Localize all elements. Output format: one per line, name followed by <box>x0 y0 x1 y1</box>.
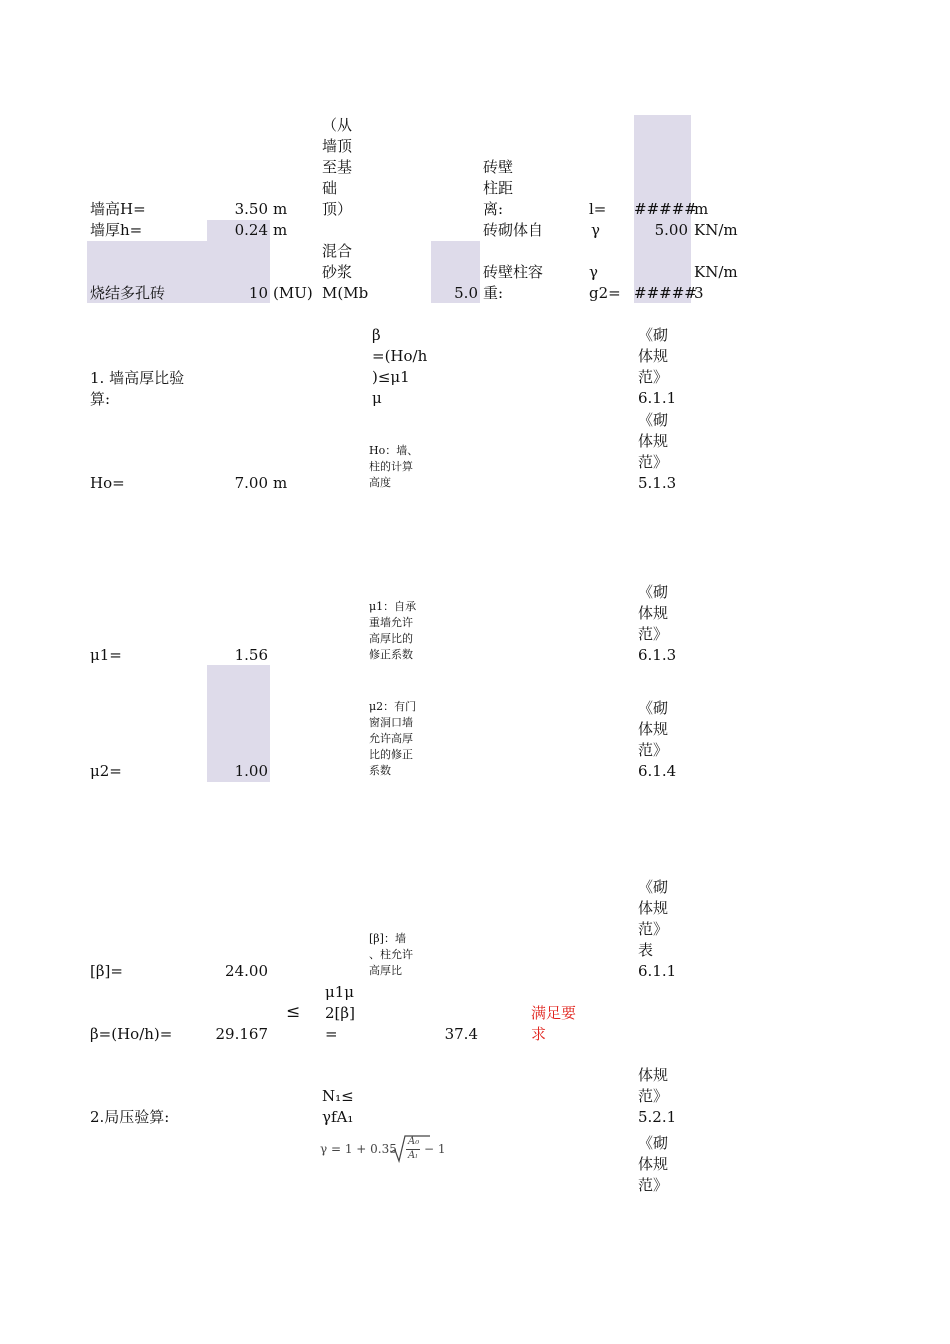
pilaster-spacing-unit: m <box>694 200 709 218</box>
beta-allow-ref: 《砌 体规 范》 表 6.1.1 <box>638 878 677 980</box>
brick-unit: (MU) <box>273 284 313 302</box>
brick-value[interactable]: 10 <box>248 284 268 302</box>
ho-unit: m <box>273 474 288 492</box>
section1-title: 1. 墙高厚比验 算: <box>90 369 185 408</box>
wall-thickness-value[interactable]: 0.24 <box>234 221 268 239</box>
beta-allow-value[interactable]: 24.00 <box>225 962 268 980</box>
ho-ref: 《砌 体规 范》 5.1.3 <box>638 411 677 492</box>
pilaster-weight-unit: KN/m 3 <box>694 263 738 302</box>
ho-label: Ho= <box>90 474 125 492</box>
section2-ref1: 体规 范》 5.2.1 <box>638 1066 677 1126</box>
pilaster-weight-label: 砖壁柱容 重: <box>483 263 544 302</box>
masonry-weight-unit: KN/m <box>694 221 738 239</box>
pilaster-spacing-value[interactable]: ##### <box>634 200 697 218</box>
wall-height-note: （从 墙顶 至基 础 顶） <box>322 116 353 218</box>
gamma-formula-num: A₀ <box>408 1136 420 1147</box>
wall-thickness-label: 墙厚h= <box>90 221 143 239</box>
mu1-label: μ1= <box>90 646 122 664</box>
masonry-weight-label: 砖砌体自 <box>483 221 544 239</box>
gamma-formula <box>320 1134 452 1168</box>
mu2-label: μ2= <box>90 762 122 780</box>
section2-formula: N₁≤ γfA₁ <box>322 1087 354 1126</box>
mu2-value[interactable]: 1.00 <box>234 762 268 780</box>
mu2-note: μ2：有门 窗洞口墙 允许高厚 比的修正 系数 <box>369 700 417 777</box>
beta-value: 29.167 <box>215 1025 268 1043</box>
mortar-value[interactable]: 5.0 <box>454 284 478 302</box>
mu-product-value: 37.4 <box>444 1025 478 1043</box>
section1-formula: β =(Ho/h )≤μ1 μ <box>372 326 428 407</box>
result-text: 满足要 求 <box>531 1004 577 1043</box>
brick-label: 烧结多孔砖 <box>90 284 166 302</box>
wall-height-value[interactable]: 3.50 <box>234 200 268 218</box>
pilaster-spacing-label: 砖壁 柱距 离: <box>483 158 514 218</box>
wall-thickness-unit: m <box>273 221 288 239</box>
beta-allow-note: [β]：墙 、柱允许 高厚比 <box>369 932 413 977</box>
wall-height-label: 墙高H= <box>90 200 146 218</box>
mu1-note: μ1：自承 重墙允许 高厚比的 修正系数 <box>369 600 417 661</box>
wall-height-unit: m <box>273 200 288 218</box>
mu-product-label: μ1μ 2[β] = <box>325 983 355 1043</box>
beta-label: β=(Ho/h)= <box>90 1025 173 1043</box>
section2-ref2: 《砌 体规 范》 <box>638 1134 669 1194</box>
mu1-ref: 《砌 体规 范》 6.1.3 <box>638 583 677 664</box>
section2-title: 2.局压验算: <box>90 1108 170 1126</box>
beta-allow-label: [β]= <box>90 962 123 980</box>
ho-note: Ho：墙、 柱的计算 高度 <box>369 444 419 489</box>
masonry-weight-value[interactable]: 5.00 <box>654 221 688 239</box>
leq-symbol: ≤ <box>286 1002 301 1022</box>
pilaster-spacing-symbol: l= <box>589 200 607 218</box>
ho-value[interactable]: 7.00 <box>234 474 268 492</box>
gamma-formula-prefix: γ = 1 + 0.35 <box>320 1142 397 1156</box>
gamma-formula-den: Aₗ <box>408 1150 418 1161</box>
gamma-formula-suffix: − 1 <box>424 1142 446 1156</box>
mortar-label: 混合 砂浆 M(Mb <box>322 242 369 302</box>
mu2-ref: 《砌 体规 范》 6.1.4 <box>638 699 677 780</box>
pilaster-weight-value[interactable]: ##### <box>634 284 697 302</box>
masonry-weight-symbol: γ <box>591 221 600 239</box>
mu1-value[interactable]: 1.56 <box>234 646 268 664</box>
section1-formula-ref: 《砌 体规 范》 6.1.1 <box>638 326 677 407</box>
pilaster-weight-symbol: γ g2= <box>589 263 621 302</box>
